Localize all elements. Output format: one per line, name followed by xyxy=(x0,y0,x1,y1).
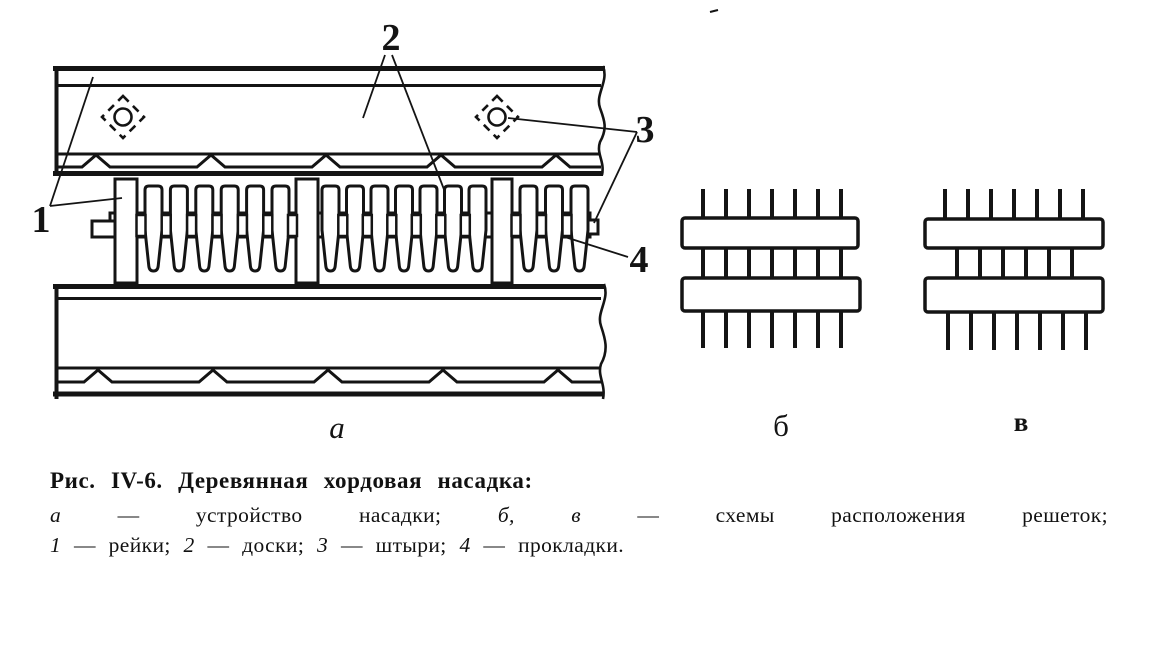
view-label-b: б xyxy=(773,408,789,443)
part-label-2: 2 xyxy=(381,17,401,59)
view-label-a: а xyxy=(329,410,345,445)
legend-key: а xyxy=(50,503,62,527)
legend-key: 4 xyxy=(459,533,471,557)
legend-text: — доски; xyxy=(207,533,305,557)
legend-key: 2 xyxy=(183,533,195,557)
figure-caption xyxy=(50,468,1110,558)
view-label-v: в xyxy=(1013,407,1029,437)
legend-text: — рейки; xyxy=(73,533,171,557)
view-b-drawing xyxy=(682,189,860,348)
caption-title: Рис. IV-6. Деревянная хордовая насадка: xyxy=(50,468,533,493)
legend-text: — штыри; xyxy=(340,533,447,557)
legend-text: — прокладки. xyxy=(483,533,625,557)
legend-text: расположения xyxy=(831,503,966,527)
legend-key: 1 xyxy=(50,533,62,557)
part-label-1: 1 xyxy=(31,199,51,241)
part-label-4: 4 xyxy=(629,239,649,281)
legend-text: насадки; xyxy=(358,503,442,527)
view-v-drawing xyxy=(925,189,1103,350)
legend-text: — схемы xyxy=(637,503,775,527)
legend-key: 3 xyxy=(317,533,329,557)
caption-legend-parts xyxy=(50,533,1110,558)
view-a-drawing xyxy=(53,66,606,399)
part-label-3: 3 xyxy=(635,109,655,151)
view-letter-labels xyxy=(329,407,1028,445)
legend-text: — устройство xyxy=(117,503,303,527)
caption-legend-views xyxy=(50,503,1108,528)
print-speck xyxy=(710,10,718,12)
legend-text: решеток; xyxy=(1022,503,1108,527)
legend-key: б, в xyxy=(497,503,581,527)
